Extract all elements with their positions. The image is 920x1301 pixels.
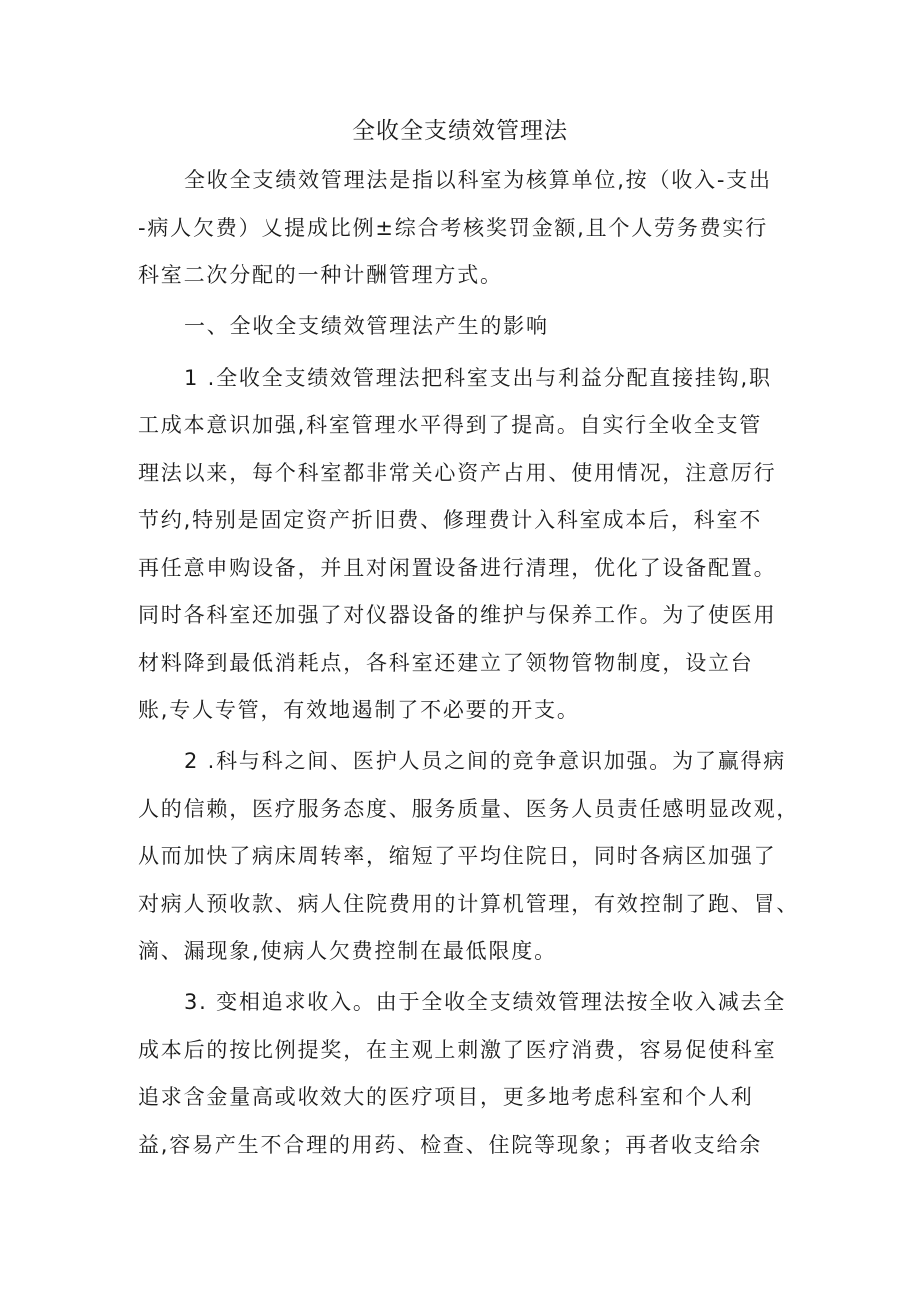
text-line-10: 同时各科室还加强了对仪器设备的维护与保养工作。为了使医用	[138, 603, 777, 627]
text-line-20: 追求含金量高或收效大的医疗项目，更多地考虑科室和个人利	[138, 1085, 754, 1109]
text-line-2: -病人欠费）乂提成比例±综合考核奖罚金额,且个人劳务费实行	[138, 216, 769, 240]
text-line-14: 人的信赖，医疗服务态度、服务质量、医务人员责任感明显改观，	[138, 797, 800, 821]
text-line-16: 对病人预收款、病人住院费用的计算机管理，有效控制了跑、冒、	[138, 892, 800, 916]
text-line-21: 益,容易产生不合理的用药、检查、住院等现象；再者收支给余	[138, 1133, 763, 1157]
text-line-17: 滴、漏现象,使病人欠费控制在最低限度。	[138, 939, 557, 963]
text-line-19: 成本后的按比例提奖，在主观上刺激了医疗消费，容易促使科室	[138, 1038, 777, 1062]
text-line-1: 全收全支绩效管理法是指以科室为核算单位,按（收入-支出	[184, 168, 772, 192]
text-line-8: 节约,特别是固定资产折旧费、修理费计入科室成本后，科室不	[138, 508, 763, 532]
text-line-11: 材料降到最低消耗点，各科室还建立了领物管物制度，设立台	[138, 651, 754, 675]
text-line-6: 工成本意识加强,科室管理水平得到了提高。自实行全收全支管	[138, 413, 763, 437]
text-line-9: 再任意申购设备，并且对闲置设备进行清理，优化了设备配置。	[138, 556, 777, 580]
text-line-7: 理法以来，每个科室都非常关心资产占用、使用情况，注意厉行	[138, 461, 777, 485]
text-line-12: 账,专人专管，有效地遏制了不必要的开支。	[138, 698, 580, 722]
text-line-18: 3. 变相追求收入。由于全收全支绩效管理法按全收入减去全	[184, 990, 787, 1014]
text-line-3: 科室二次分配的一种计酬管理方式。	[138, 263, 503, 287]
document-title: 全收全支绩效管理法	[352, 118, 568, 144]
section-heading: 一、全收全支绩效管理法产生的影响	[184, 314, 549, 338]
text-line-13: 2 .科与科之间、医护人员之间的竞争意识加强。为了赢得病	[184, 749, 787, 773]
text-line-15: 从而加快了病床周转率，缩短了平均住院日，同时各病区加强了	[138, 844, 777, 868]
text-line-5: 1 .全收全支绩效管理法把科室支出与利益分配直接挂钩,职	[184, 366, 772, 390]
